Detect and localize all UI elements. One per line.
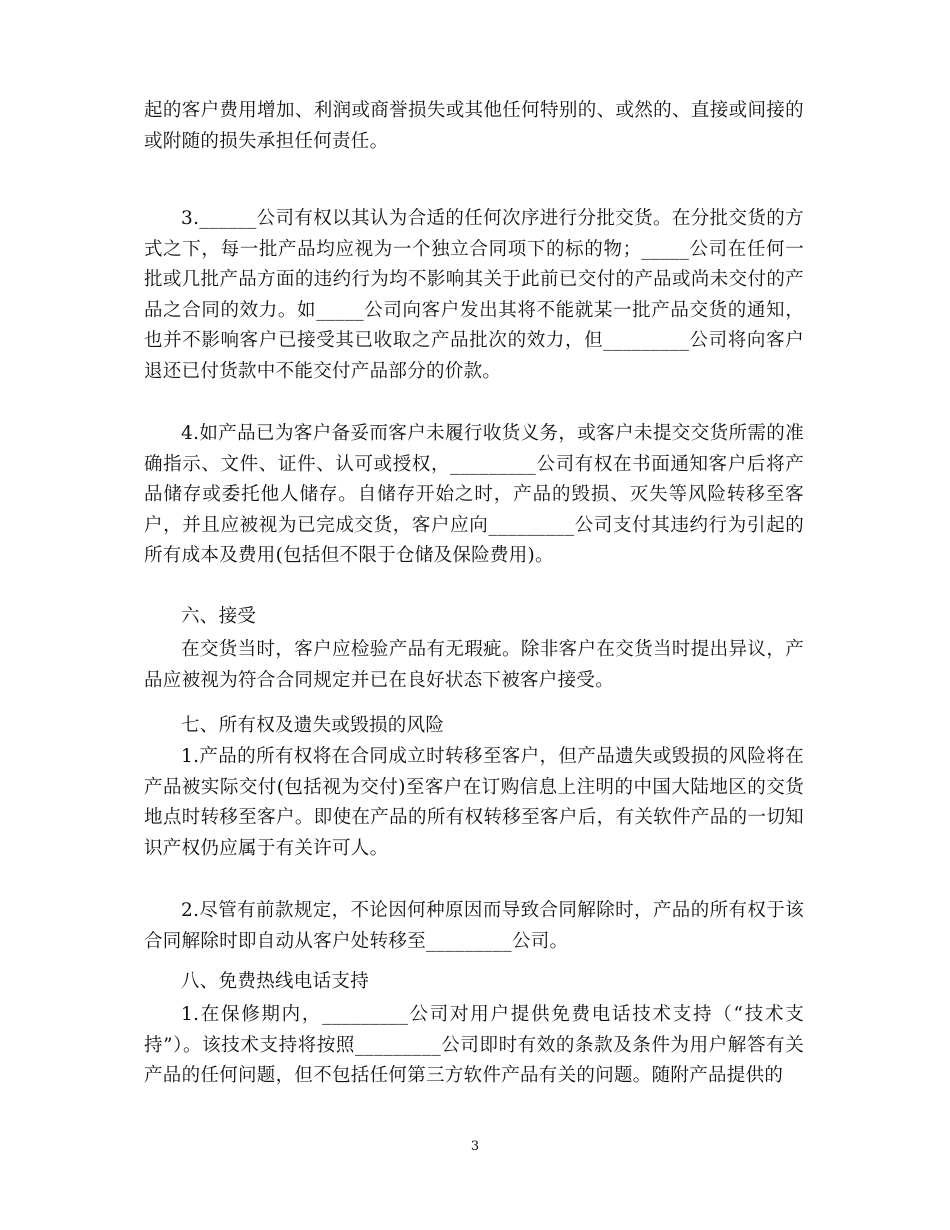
paragraph-clause-3-partial-delivery: 3.______公司有权以其认为合适的任何次序进行分批交货。在分批交货的方式之下，每一批产品均应视为一个独立合同项下的标的物；_____公司在任何一批或几批产品方面的违约行为均不影响其关于此前已交付的产品或尚未交付的产品之合同的效力。如_____公司向客户发出其将不能就某一批产品交货的通知，也并不影响客户已接受其已收取之产品批次的效力，但_________公司将向客户退还已付货款中不能交付产品部分的价款。 (144, 208, 804, 382)
paragraph-liability-continuation: 起的客户费用增加、利润或商誉损失或其他任何特别的、或然的、直接或间接的或附随的损失承担任何责任。 (144, 100, 804, 152)
paragraph-ownership-reversion: 2.尽管有前款规定，不论因何种原因而导致合同解除时，产品的所有权于该合同解除时即自动从客户处转移至_________公司。 (144, 900, 804, 952)
section-heading-ownership-risk: 七、所有权及遗失或毁损的风险 (181, 715, 445, 736)
paragraph-acceptance: 在交货当时，客户应检验产品有无瑕疵。除非客户在交货当时提出异议，产品应被视为符合合同规定并已在良好状态下被客户接受。 (144, 639, 804, 691)
paragraph-technical-support: 1.在保修期内，_________公司对用户提供免费电话技术支持（“技术支持”）。该技术支持将按照_________公司即时有效的条款及条件为用户解答有关产品的任何问题，但不包括任何第三方软件产品有关的问题。随附产品提供的 (144, 1004, 804, 1087)
section-heading-acceptance: 六、接受 (181, 606, 257, 627)
section-heading-hotline-support: 八、免费热线电话支持 (181, 971, 370, 992)
paragraph-ownership-transfer: 1.产品的所有权将在合同成立时转移至客户，但产品遗失或毁损的风险将在产品被实际交付(包括视为交付)至客户在订购信息上注明的中国大陆地区的交货地点时转移至客户。即使在产品的所有权转移至客户后，有关软件产品的一切知识产权仍应属于有关许可人。 (144, 746, 804, 859)
paragraph-clause-4-storage: 4.如产品已为客户备妥而客户未履行收货义务，或客户未提交交货所需的准确指示、文件、证件、认可或授权，_________公司有权在书面通知客户后将产品储存或委托他人储存。自储存开始之时，产品的毁损、灭失等风险转移至客户，并且应被视为已完成交货，客户应向_________公司支付其违约行为引起的所有成本及费用(包括但不限于仓储及保险费用)。 (144, 423, 804, 567)
page-number: 3 (470, 1139, 480, 1154)
